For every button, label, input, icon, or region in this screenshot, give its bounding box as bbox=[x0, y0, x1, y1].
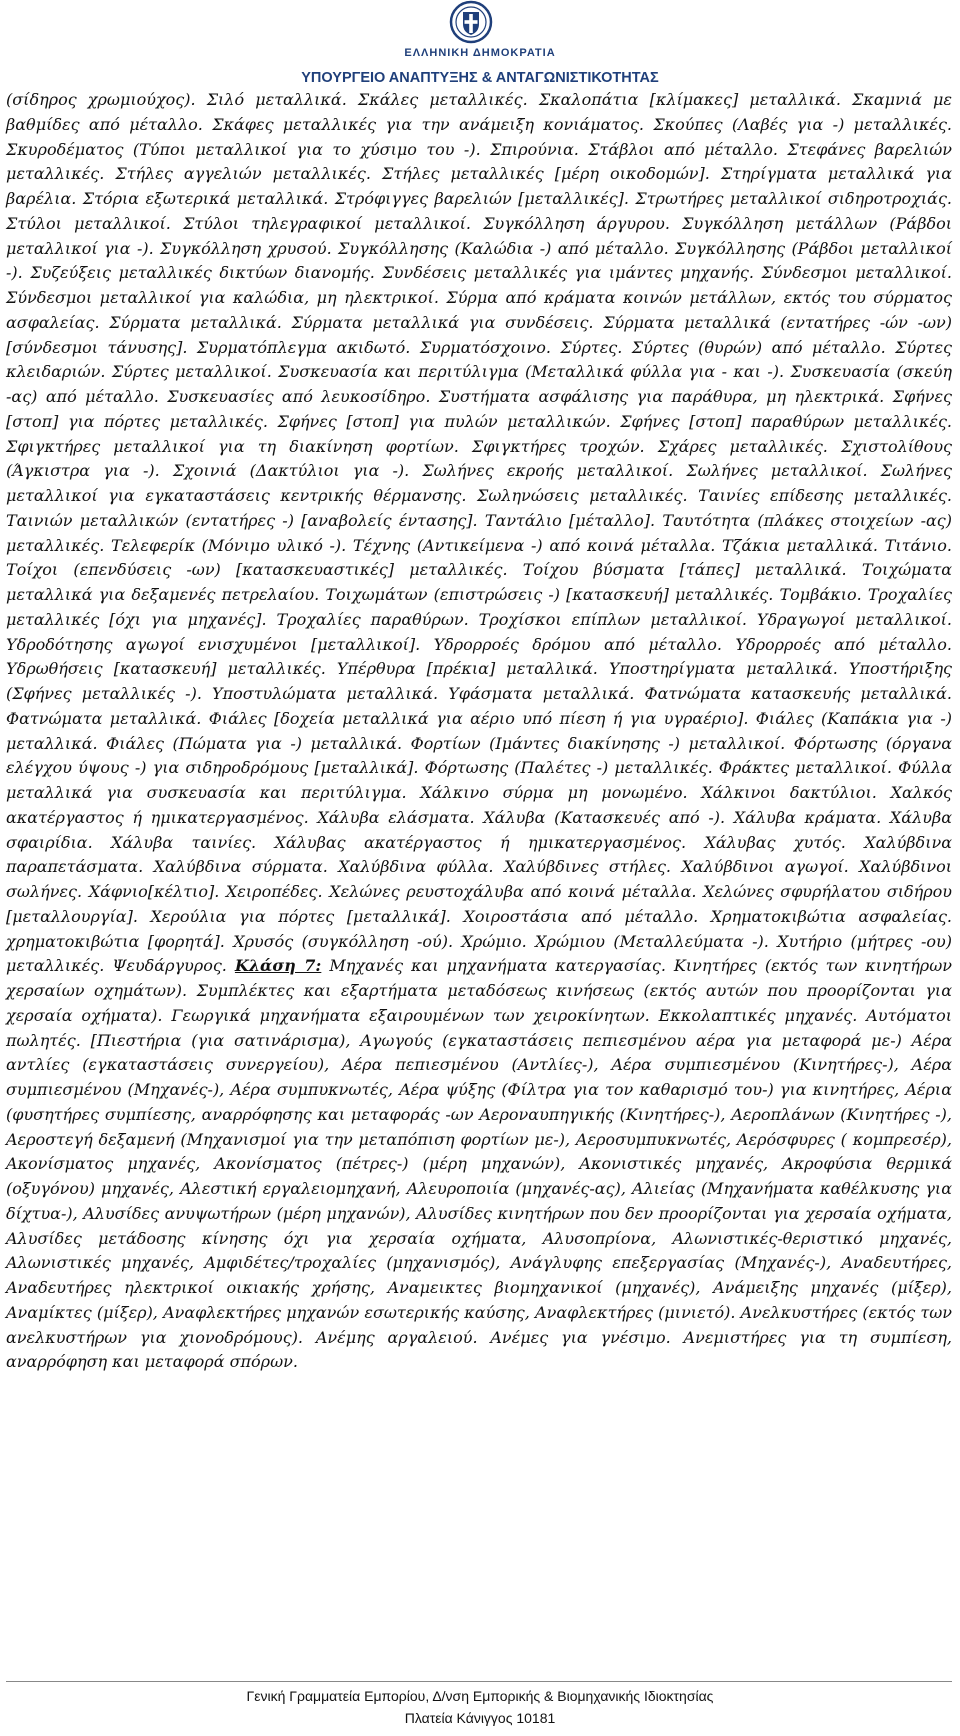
class-7-label: Κλάση 7: bbox=[234, 956, 322, 976]
ministry-name: ΥΠΟΥΡΓΕΙΟ ΑΝΑΠΤΥΞΗΣ & ΑΝΤΑΓΩΝΙΣΤΙΚΟΤΗΤΑΣ bbox=[301, 70, 659, 86]
country-name: ΕΛΛΗΝΙΚΗ ΔΗΜΟΚΡΑΤΙΑ bbox=[404, 47, 556, 59]
footer-line-1: Γενική Γραμματεία Εμπορίου, Δ/νση Εμπορικής & Βιομηχανικής Ιδιοκτησίας bbox=[246, 1688, 714, 1704]
greek-coat-of-arms-icon bbox=[449, 0, 493, 44]
body-text-part-1: (σίδηρος χρωμιούχος). Σιλό μεταλλικά. Σκάλες μεταλλικές. Σκαλοπάτια [κλίμακες] μεταλλικά. Σκαμνιά με βαθμίδες από μέταλλο. Σκάφες μεταλλικές για την ανάμειξη κονιάματος. Σκούπες (Λαβές για -) μεταλλικές. Σκυροδέματος (Τύποι μεταλλικοί για το χύσιμο του -). Σπιρούνια. Στάβλοι από μέταλλο. Στεφάνες βαρελιών μεταλλικές. Στήλες αγγελιών μεταλλικές. Στήλες μεταλλικές [μέρη οικοδομών]. Στηρίγματα μεταλλικά για βαρέλια. Στόρια εξωτερικά μεταλλικά. Στρόφιγγες βαρελιών [μεταλλικές]. Στρωτήρες μεταλλικοί σιδηροτροχιάς. Στύλοι μεταλλικοί. Στύλοι τηλεγραφικοί μεταλλικοί. Συγκόλληση άργυρου. Συγκόλληση μετάλλων (Ράβδοι μεταλλικοί για -). Συγκόλληση χρυσού. Συγκόλλησης (Καλώδια -) από μέταλλο. Συγκόλλησης (Ράβδοι μεταλλικοί -). Συζεύξεις μεταλλικές δικτύων διανομής. Συνδέσεις μεταλλικές για ιμάντες μηχανής. Σύνδεσμοι μεταλλικοί. Σύνδεσμοι μεταλλικοί για καλώδια, μη ηλεκτρικοί. Σύρμα από κράματα κοινών μετάλλων, εκτός του σύρματος ασφαλείας. Σύρματα μεταλλικά. Σύρματα μεταλλικά για συνδέσεις. Σύρματα μεταλλικά (εντατήρες -ών -ων) [σύνδεσμοι τάνυσης]. Συρματόπλεγμα ακιδωτό. Συρματόσχοινο. Σύρτες. Σύρτες (θυρών) από μέταλλο. Σύρτες κλειδαριών. Σύρτες μεταλλικοί. Συσκευασία και περιτύλιγμα (Μεταλλικά φύλλα για - και -). Συσκευασία (σκεύη -ας) από μέταλλο. Συσκευασίες από λευκοσίδηρο. Συστήματα ασφάλισης για παράθυρα, μη ηλεκτρικά. Σφήνες [στοπ] για πόρτες μεταλλικές. Σφήνες [στοπ] για πυλών μεταλλικών. Σφήνες [στοπ] παραθύρων μεταλλικές. Σφιγκτήρες μεταλλικοί για τη διακίνηση φορτίων. Σφιγκτήρες τροχών. Σχάρες μεταλλικές. Σχιστολίθους (Άγκιστρα για -). Σχοινιά (Δακτύλιοι για -). Σωλήνες εκροής μεταλλικοί. Σωλήνες μεταλλικοί. Σωλήνες μεταλλικοί για εγκαταστάσεις κεντρικής θέρμανσης. Σωληνώσεις μεταλλικές. Ταινίες επίδεσης μεταλλικές. Ταινιών μεταλλικών (εντατήρες -) [αναβολείς έντασης]. Ταντάλιο [μέταλλο]. Ταυτότητα (πλάκες στοιχείων -ας) μεταλλικές. Τελεφερίκ (Μόνιμο υλικό -). Τέχνης (Αντικείμενα -) από κοινά μέταλλα. Τζάκια μεταλλικά. Τιτάνιο. Τοίχοι (επενδύσεις -ων) [κατασκευαστικές] μεταλλικές. Τοίχου βύσματα [τάπες] μεταλλικά. Τοιχώματα μεταλλικά για δεξαμενές πετρελαίου. Τοιχωμάτων (επιστρώσεις -) [κατασκευή] μεταλλικές. Τομβάκιο. Τροχαλίες μεταλλικές [όχι για μηχανές]. Τροχαλίες παραθύρων. Τροχίσκοι επίπλων μεταλλικοί. Υδραγωγοί μεταλλικοί. Υδροδότησης αγωγοί ενισχυμένοι [μεταλλικοί]. Υδρορροές δρόμου από μέταλλο. Υδρορροές από μέταλλο. Υδρωθήσεις [κατασκευή] μεταλλικές. Υπέρθυρα [πρέκια] μεταλλικά. Υποστηρίγματα μεταλλικά. Υποστήριξης (Σφήνες μεταλλικές -). Υποστυλώματα μεταλλικά. Υφάσματα μεταλλικά. Φατνώματα κατασκευής μεταλλικά. Φατνώματα μεταλλικά. Φιάλες [δοχεία μεταλλικά για αέριο υπό πίεση ή για υγραέριο]. Φιάλες (Καπάκια για -) μεταλλικά. Φιάλες (Πώματα για -) μεταλλικά. Φορτίων (Ιμάντες διακίνησης -) μεταλλικοί. Φόρτωσης (όργανα ελέγχου ύψους -) για σιδηροδρόμους [μεταλλικά]. Φόρτωσης (Παλέτες -) μεταλλικές. Φράκτες μεταλλικοί. Φύλλα μεταλλικά για συσκευασία και περιτύλιγμα. Χάλκινο σύρμα μη μονωμένο. Χάλκινοι δακτύλιοι. Χαλκός ακατέργαστος ή ημικατεργασμένος. Χάλυβα ελάσματα. Χάλυβα (Κατασκευές από -). Χάλυβα κράματα. Χάλυβα σφαιρίδια. Χάλυβα ταινίες. Χάλυβας ακατέργαστος ή ημικατεργασμένος. Χάλυβας χυτός. Χαλύβδινα παραπετάσματα. Χαλύβδινα σύρματα. Χαλύβδινα φύλλα. Χαλύβδινες στήλες. Χαλύβδινοι αγωγοί. Χαλύβδινοι σωλήνες. Χάφνιο[κέλτιο]. Χειροπέδες. Χελώνες ρευστοχάλυβα από κοινά μέταλλα. Χελώνες σφυρήλατου σιδήρου [μεταλλουργία]. Χερούλια για πόρτες [μεταλλικά]. Χοιροστάσια από μέταλλο. Χρηματοκιβώτια ασφαλείας. χρηματοκιβώτια [φορητά]. Χρυσός (συγκόλληση -ού). Χρώμιο. Χρώμιου (Μεταλλεύματα -). Χυτήριο (μήτρες -ου) μεταλλικές. Ψευδάργυρος. bbox=[6, 90, 952, 976]
footer-line-2: Πλατεία Κάνιγγος 10181 bbox=[404, 1710, 556, 1726]
footer bbox=[0, 1685, 960, 1729]
footer-divider bbox=[6, 1681, 952, 1682]
body-text-part-2: Μηχανές και μηχανήματα κατεργασίας. Κινητήρες (εκτός των κινητήρων χερσαίων οχημάτων). Συμπλέκτες και εξαρτήματα μεταδόσεως κινήσεως (εκτός αυτών που προορίζονται για χερσαία οχήματα). Γεωργικά μηχανήματα εξαιρουμένων των χειροκίνητων. Εκκολαπτικές μηχανές. Αυτόματοι πωλητές. [Πιεστήρια (για σατινάρισμα), Αγωγούς (εγκαταστάσεις πεπιεσμένου αέρα για μεταφορά με-) Αέρα αντλίες (εγκαταστάσεις συνεργείου), Αέρα πεπιεσμένου (Αντλίες-), Αέρα συμπιεσμένου (Κινητήρες-), Αέρα συμπιεσμένου (Μηχανές-), Αέρα συμπυκνωτές, Αέρα ψύξης (Φίλτρα για τον καθαρισμό του-) για κινητήρες, Αέρια (φυσητήρες συμπίεσης, αναρρόφησης και μεταφοράς -ων Αεροναυπηγικής (Κινητήρες-), Αεροπλάνων (Κινητήρες -), Αεροστεγή δεξαμενή (Μηχανισμοί για την μεταπόπιση φορτίων με-), Αεροσυμπυκνωτές, Αερόσφυρες ( κομπρεσέρ), Ακονίσματος μηχανές, Ακονίσματος (πέτρες-) (μέρη μηχανών), Ακονιστικές μηχανές, Ακροφύσια θερμικά (οξυγόνου) μηχανές, Αλεστική εργαλειομηχανή, Αλευροποιία (μηχανές-ας), Αλιείας (Μηχανήματα καθέλκυσης για δίχτυα-), Αλυσίδες ανυψωτήρων (μέρη μηχανών), Αλυσίδες κινητήρων που δεν προορίζονται για χερσαία οχήματα, Αλυσίδες μετάδοσης κίνησης όχι για χερσαία οχήματα, Αλυσοπρίονα, Αλωνιστικές-θεριστικό μηχανές, Αλωνιστικές μηχανές, Αμφιδέτες/τροχαλίες (μηχανισμός), Ανάγλυφης επεξεργασίας (Μηχανές-), Αναδευτήρες, Αναδευτήρες ηλεκτρικοί οικιακής χρήσης, Αναμεικτες βιομηχανικοί (μηχανές), Ανάμειξης μηχανές (μίξερ), Αναμίκτες (μίξερ), Αναφλεκτήρες μηχανών εσωτερικής καύσης, Αναφλεκτήρες (μινιετό). Ανελκυστήρες (εκτός των ανελκυστήρων για χιονοδρόμους). Ανέμης αργαλειού. Ανέμες για γνέσιμο. Ανεμιστήρες για τη συμπίεση, αναρρόφηση και μεταφορά σπόρων. bbox=[6, 956, 952, 1372]
letterhead bbox=[0, 0, 960, 92]
document-body bbox=[6, 88, 952, 1375]
